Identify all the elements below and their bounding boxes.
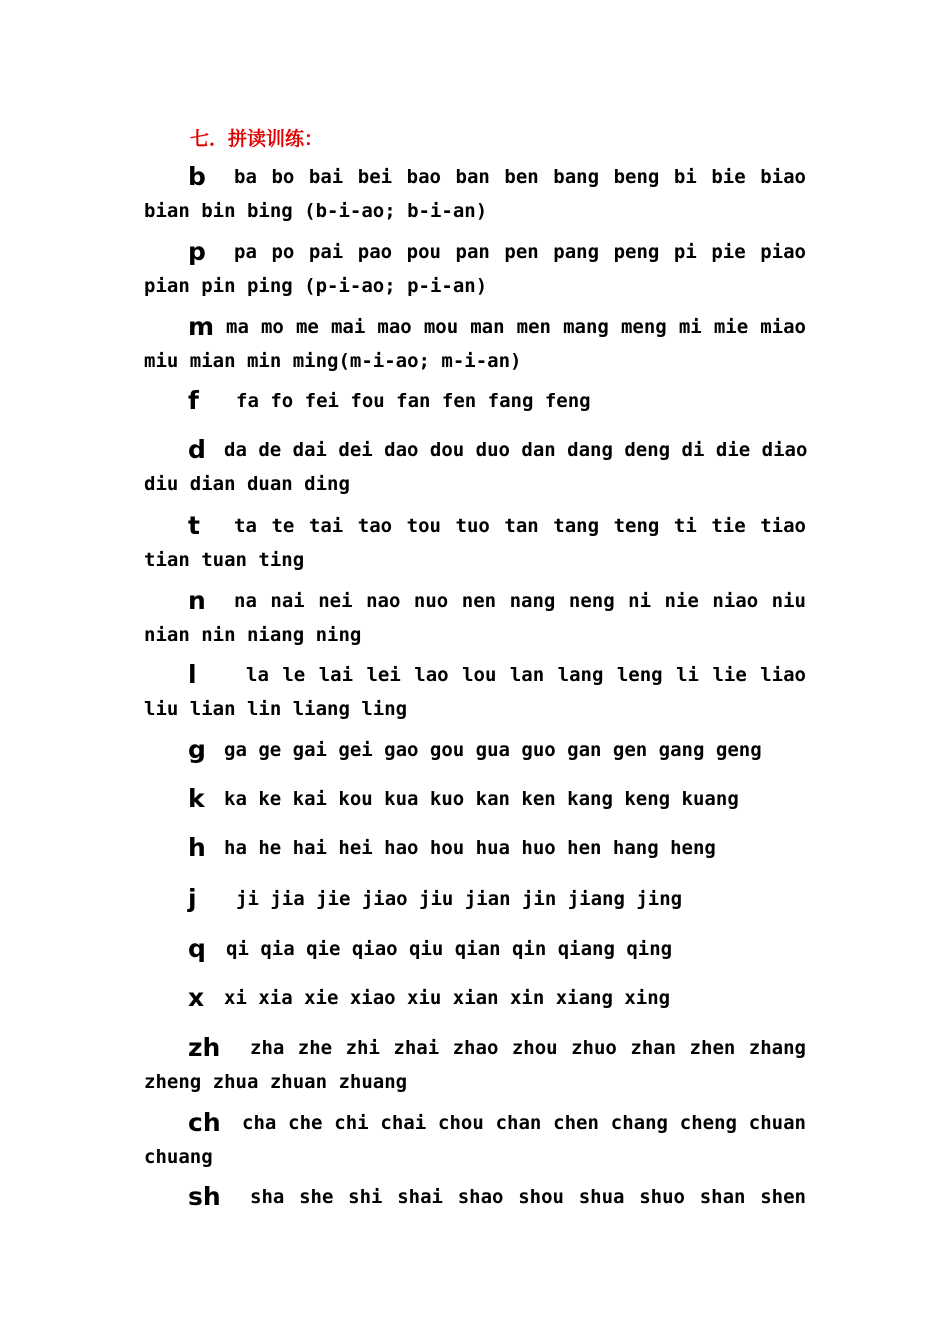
row-first-line	[144, 584, 806, 618]
initial-letter: k	[188, 784, 205, 813]
syllables-line-1: qi qia qie qiao qiu qian qin qiang qing	[226, 938, 673, 960]
initial-letter: j	[188, 884, 197, 913]
pinyin-row-j	[144, 882, 806, 916]
initial-letter: l	[188, 660, 197, 689]
pinyin-row-t	[144, 509, 806, 577]
initial-letter: h	[188, 833, 206, 862]
row-first-line	[144, 1031, 806, 1065]
row-first-line	[144, 831, 806, 865]
initial-letter: t	[188, 511, 200, 540]
syllables-line-2: tian tuan ting	[144, 549, 305, 571]
syllables-line-1: pa po pai pao pou pan pen pang peng pi pie piao	[234, 241, 806, 263]
pinyin-row-sh	[144, 1180, 806, 1214]
syllables-line-1: ka ke kai kou kua kuo kan ken kang keng kuang	[224, 788, 739, 810]
row-first-line	[144, 1106, 806, 1140]
syllables-line-1: ha he hai hei hao hou hua huo hen hang heng	[224, 837, 716, 859]
syllables-line-2: nian nin niang ning	[144, 624, 362, 646]
syllables-line-1: cha che chi chai chou chan chen chang cheng chuan	[242, 1112, 806, 1134]
syllables-line-2: liu lian lin liang ling	[144, 698, 408, 720]
syllables-line-2: zheng zhua zhuan zhuang	[144, 1071, 408, 1093]
row-first-line	[144, 384, 806, 418]
initial-letter: d	[188, 435, 206, 464]
initial-letter: p	[188, 237, 206, 266]
syllables-line-1: ba bo bai bei bao ban ben bang beng bi bie biao	[234, 166, 806, 188]
initial-letter: q	[188, 934, 206, 963]
row-first-line	[144, 981, 806, 1015]
syllables-line-2: miu mian min ming(m-i-ao; m-i-an)	[144, 350, 522, 372]
pinyin-row-ch	[144, 1106, 806, 1174]
syllables-line-1: la le lai lei lao lou lan lang leng li lie liao	[246, 664, 806, 686]
row-first-line	[144, 509, 806, 543]
syllables-line-2: chuang	[144, 1146, 213, 1168]
syllables-line-1: ji jia jie jiao jiu jian jin jiang jing	[236, 888, 683, 910]
initial-letter: f	[188, 386, 199, 415]
pinyin-row-g	[144, 733, 806, 767]
syllables-line-1: sha she shi shai shao shou shua shuo shan shen	[250, 1186, 806, 1208]
pinyin-row-f	[144, 384, 806, 418]
initial-letter: g	[188, 735, 206, 764]
row-first-line	[144, 160, 806, 194]
row-first-line	[144, 733, 806, 767]
syllables-line-1: ta te tai tao tou tuo tan tang teng ti tie tiao	[234, 515, 806, 537]
row-first-line	[144, 932, 806, 966]
pinyin-row-k	[144, 782, 806, 816]
syllables-line-1: ma mo me mai mao mou man men mang meng mi mie miao	[226, 316, 806, 338]
syllables-line-2: diu dian duan ding	[144, 473, 350, 495]
initial-letter: ch	[188, 1108, 221, 1137]
row-first-line	[144, 658, 806, 692]
initial-letter: m	[188, 312, 215, 341]
pinyin-row-d	[144, 433, 806, 501]
initial-letter: b	[188, 162, 206, 191]
row-first-line	[144, 1180, 806, 1214]
pinyin-row-q	[144, 932, 806, 966]
pinyin-row-l	[144, 658, 806, 726]
syllables-line-1: xi xia xie xiao xiu xian xin xiang xing	[224, 987, 671, 1009]
syllables-line-1: na nai nei nao nuo nen nang neng ni nie niao niu	[234, 590, 806, 612]
row-first-line	[144, 882, 806, 916]
syllables-line-1: ga ge gai gei gao gou gua guo gan gen gang geng	[224, 739, 762, 761]
initial-letter: zh	[188, 1033, 221, 1062]
syllables-line-1: fa fo fei fou fan fen fang feng	[236, 390, 591, 412]
syllables-line-2: pian pin ping (p-i-ao; p-i-an)	[144, 275, 488, 297]
pinyin-row-x	[144, 981, 806, 1015]
section-title: 七．拼读训练：	[190, 128, 324, 150]
syllables-line-1: zha zhe zhi zhai zhao zhou zhuo zhan zhen zhang	[250, 1037, 806, 1059]
pinyin-row-n	[144, 584, 806, 652]
syllables-line-2: bian bin bing (b-i-ao; b-i-an)	[144, 200, 488, 222]
pinyin-row-m	[144, 310, 806, 378]
pinyin-row-p	[144, 235, 806, 303]
initial-letter: x	[188, 983, 205, 1012]
pinyin-row-b	[144, 160, 806, 228]
initial-letter: sh	[188, 1182, 221, 1211]
row-first-line	[144, 433, 806, 467]
syllables-line-1: da de dai dei dao dou duo dan dang deng di die diao	[224, 439, 808, 461]
pinyin-row-h	[144, 831, 806, 865]
row-first-line	[144, 235, 806, 269]
row-first-line	[144, 310, 806, 344]
initial-letter: n	[188, 586, 206, 615]
row-first-line	[144, 782, 806, 816]
pinyin-row-zh	[144, 1031, 806, 1099]
